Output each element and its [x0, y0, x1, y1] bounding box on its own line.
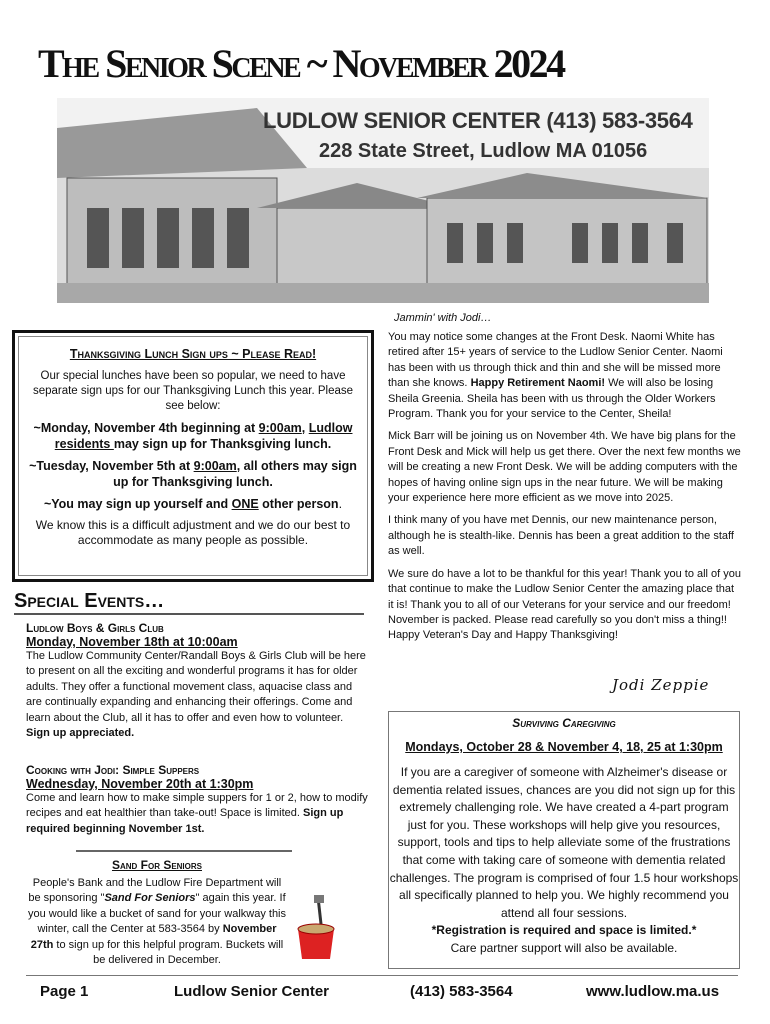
caregiving-title: Surviving Caregiving: [512, 716, 616, 730]
boys-girls-club-date: Monday, November 18th at 10:00am: [26, 635, 238, 649]
footer-rule: [26, 975, 738, 976]
senior-center-photo: [57, 98, 709, 303]
jammin-paragraph-2: Mick Barr will be joining us on November 4th. We have big plans for the Front Desk and Mick will help us get there. Over the next few months we will be creating a new Front Desk. We will be adding computers with the hopes of having online sign ups in the near future. We will be making your experience here more efficient as we move into 2025.: [388, 430, 741, 505]
thanksgiving-guest-line: ~You may sign up yourself and ONE other person.: [43, 497, 343, 511]
cooking-body: Come and learn how to make simple suppers for 1 or 2, how to modify recipes and eat healthier than take-out! Space is limited. Sign up required beginning November 1st.: [26, 792, 368, 835]
boys-girls-club-body: The Ludlow Community Center/Randall Boys & Girls Club will be here to present on all the exciting and wonderful programs it has for older adults. They offer a functional movement class, aquacise class and are continually expanding and enhancing their offerings. Come and learn about the Club, all it has to offer and even how to volunteer. Sign up appreciated.: [26, 650, 366, 740]
jammin-paragraph-3: I think many of you have met Dennis, our new maintenance person, although he is stealth-like. Dennis has been a great addition to the staff as well.: [388, 514, 734, 558]
footer-website[interactable]: www.ludlow.ma.us: [586, 983, 720, 1000]
cooking-section: [26, 763, 368, 837]
jammin-heading: Jammin' with Jodi…: [394, 312, 492, 324]
jammin-paragraph-4: We sure do have a lot to be thankful for this year! Thank you to all of you that continue to make the Ludlow Senior Center the amazing place that it is! Thank you to all of our Veterans for your service and our freedom! November is packed. Please read carefully so you don't miss a thing!! Happy Veteran's Day and Happy Thanksgiving!: [388, 567, 742, 642]
thanksgiving-monday-line: ~Monday, November 4th beginning at 9:00am, Ludlow residents may sign up for Thanksgiving lunch.: [33, 421, 353, 451]
caregiving-body: If you are a caregiver of someone with Alzheimer's disease or dementia related issues, chances are you did not sign up for this extremely challenging role. We have created a 4-part program just for you. These workshops will help give you resources, support, tools and tips to help alleviate some of the frustrations that come with taking care of someone with dementia related challenges. The program is comprised of four 1.5 hour workshops all specifically planned to help you. We highly recommend you attend all four sessions.: [389, 765, 739, 920]
caregiving-registration: *Registration is required and space is limited.*: [431, 923, 697, 938]
footer-page-number: Page 1: [40, 983, 89, 1000]
cooking-heading: Cooking with Jodi: Simple Suppers: [26, 763, 200, 777]
signature: Jodi Zeppie: [612, 676, 710, 694]
caregiving-box: [388, 711, 740, 969]
page-title: The Senior Scene ~ November 2024: [38, 41, 564, 86]
banner-heading: LUDLOW SENIOR CENTER (413) 583-3564: [263, 108, 693, 133]
thanksgiving-title: Thanksgiving Lunch Sign ups ~ Please Read!: [69, 347, 317, 361]
jammin-column: [388, 330, 742, 651]
boys-girls-club-section: [26, 621, 368, 741]
thanksgiving-tuesday-line: ~Tuesday, November 5th at 9:00am, all others may sign up for Thanksgiving lunch.: [29, 459, 357, 489]
jammin-paragraph-1: You may notice some changes at the Front Desk. Naomi White has retired after 15+ years of service to the Ludlow Senior Center. Naomi has been with us through thick and thin and she will be missed more than she knows. Happy Retirement Naomi! We will also be losing Sheila Greenia. Sheila has been with us through the Older Workers Program. Thank you for your service to the Center, Sheila!: [388, 331, 723, 421]
sand-for-seniors-section: [26, 858, 288, 968]
thanksgiving-closing: We know this is a difficult adjustment and we do our best to accommodate as many people as possible.: [35, 518, 351, 547]
cooking-date: Wednesday, November 20th at 1:30pm: [26, 777, 254, 791]
sand-for-seniors-body: People's Bank and the Ludlow Fire Department will be sponsoring "Sand For Seniors" again this year. If you would like a bucket of sand for your walkway this winter, call the Center at 583-3564 by November 27th to sign up for this helpful program. Buckets will be delivered in December.: [27, 877, 287, 967]
thanksgiving-intro: Our special lunches have been so popular, we need to have separate sign ups for our Thanksgiving Lunch this year. Please see below:: [32, 370, 354, 412]
caregiving-dates: Mondays, October 28 & November 4, 18, 25 at 1:30pm: [405, 740, 723, 754]
boys-girls-club-heading: Ludlow Boys & Girls Club: [26, 621, 164, 635]
sand-bucket-icon: [292, 893, 340, 963]
banner-address: 228 State Street, Ludlow MA 01056: [319, 140, 648, 162]
footer-center-name: Ludlow Senior Center: [174, 983, 330, 1000]
footer-phone: (413) 583-3564: [410, 983, 513, 1000]
thanksgiving-signup-box: [12, 330, 374, 582]
special-events-heading: Special Events…: [14, 590, 364, 615]
section-divider: [76, 850, 292, 852]
sand-for-seniors-heading: Sand For Seniors: [111, 858, 202, 872]
caregiving-support: Care partner support will also be available.: [450, 940, 678, 955]
